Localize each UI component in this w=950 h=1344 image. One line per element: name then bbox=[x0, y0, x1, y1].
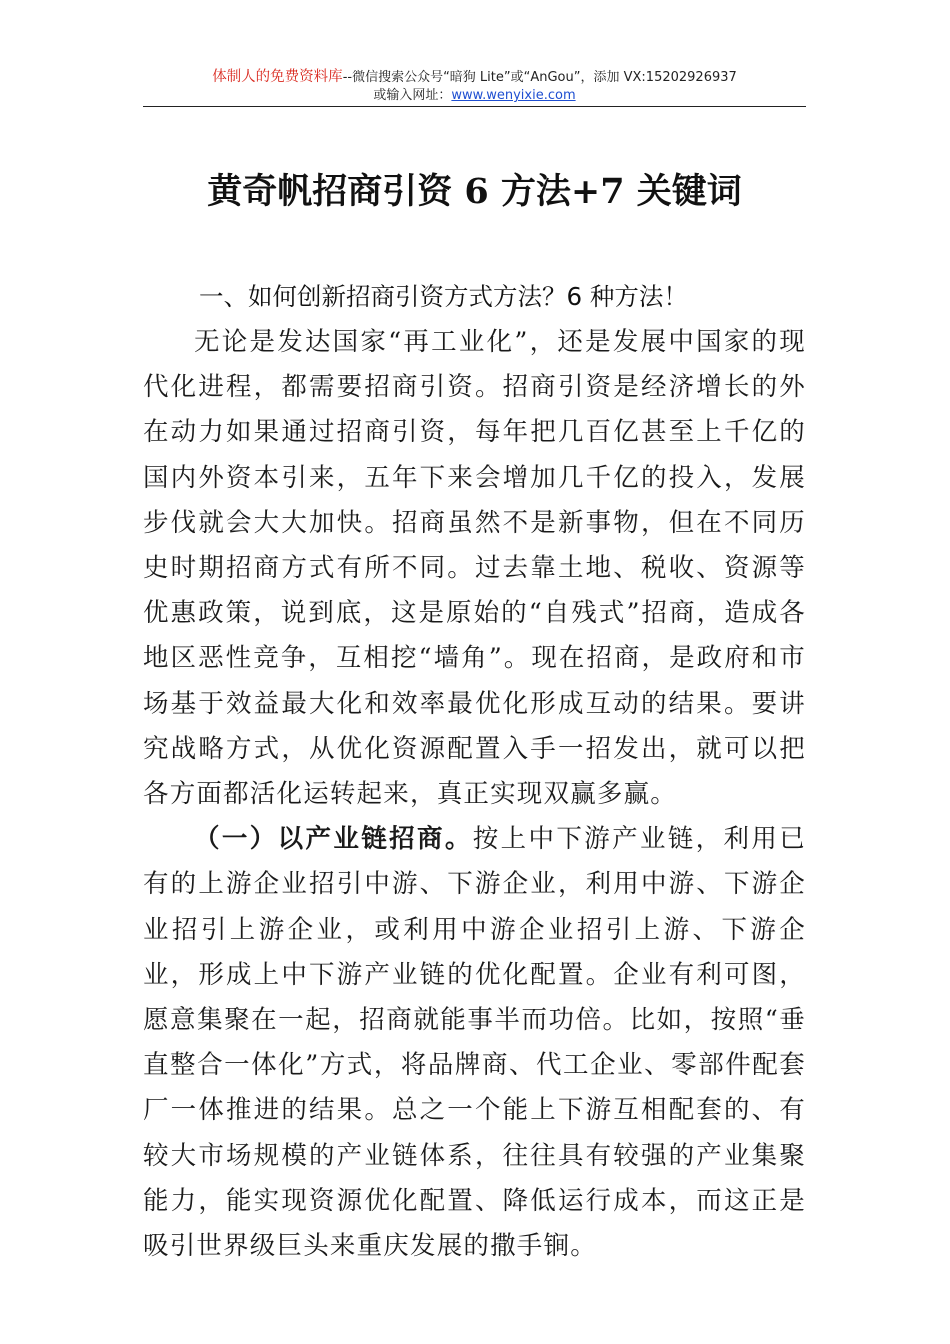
header-brand: 体制人的免费资料库 bbox=[212, 69, 343, 85]
page-header bbox=[143, 68, 806, 105]
header-contact-text: --微信搜索公众号“暗狗 Lite”或“AnGou”，添加 VX:15202926937 bbox=[342, 70, 737, 85]
header-divider bbox=[143, 106, 806, 107]
section-heading: 一、如何创新招商引资方式方法？6 种方法！ bbox=[199, 282, 688, 311]
header-url-link[interactable]: www.wenyixie.com bbox=[451, 88, 576, 103]
intro-paragraph: 无论是发达国家“再工业化”，还是发展中国家的现代化进程，都需要招商引资。招商引资是经济增长的外在动力如果通过招商引资，每年把几百亿甚至上千亿的国内外资本引来，五年下来会增加几千亿的投入，发展步伐就会大大加快。招商虽然不是新事物，但在不同历史时期招商方式有所不同。过去靠土地、税收、资源等优惠政策，说到底，这是原始的“自残式”招商，造成各地区恶性竞争，互相挖“墙角”。现在招商，是政府和市场基于效益最大化和效率最优化形成互动的结果。要讲究战略方式，从优化资源配置入手一招发出，就可以把各方面都活化运转起来，真正实现双赢多赢。 bbox=[143, 327, 806, 810]
document-body bbox=[143, 274, 806, 1269]
document-title: 黄奇帆招商引资 6 方法+7 关键词 bbox=[207, 171, 742, 212]
method-1-paragraph bbox=[143, 817, 806, 1269]
method-1-heading: （一）以产业链招商。 bbox=[194, 824, 473, 855]
method-1-body: 按上中下游产业链，利用已有的上游企业招引中游、下游企业，利用中游、下游企业招引上游企业，或利用中游企业招引上游、下游企业，形成上中下游产业链的优化配置。企业有利可图，愿意集聚在一起，招商就能事半而功倍。比如，按照“垂直整合一体化”方式，将品牌商、代工企业、零部件配套厂一体推进的结果。总之一个能上下游互相配套的、有较大市场规模的产业链体系，往往具有较强的产业集聚能力，能实现资源优化配置、降低运行成本，而这正是吸引世界级巨头来重庆发展的撒手锏。 bbox=[143, 824, 806, 1262]
header-line-contact bbox=[143, 68, 806, 87]
header-url-prefix: 或输入网址： bbox=[373, 88, 452, 103]
header-line-url bbox=[143, 87, 806, 105]
